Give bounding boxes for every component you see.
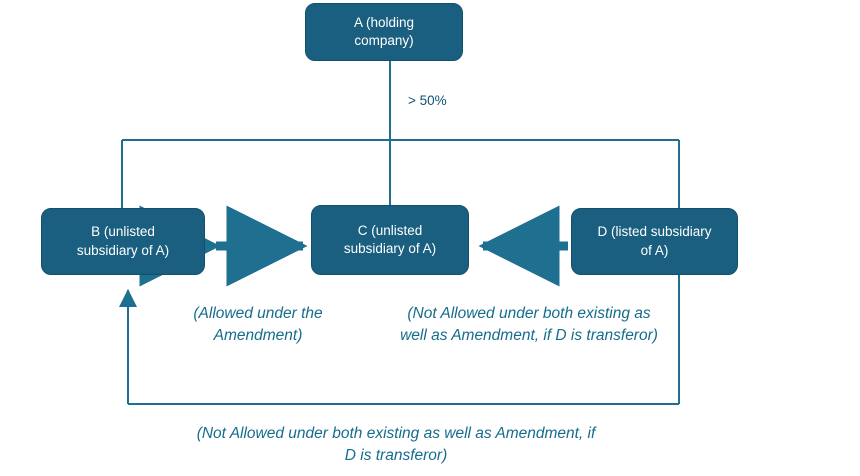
node-a-line1: A (holding — [353, 14, 415, 30]
node-d-line1: D (listed subsidiary — [597, 224, 712, 240]
note-not-allowed-d-c-line2: existing as well as — [400, 305, 651, 344]
node-c-line1: C (unlisted — [357, 222, 423, 238]
node-b-line1: B (unlisted — [91, 224, 155, 240]
node-b-line2: subsidiary of A) — [76, 242, 170, 258]
note-not-allowed-d-c-line1: (Not Allowed under both — [407, 305, 574, 322]
node-d-line2: of A) — [640, 242, 669, 258]
note-not-allowed-d-b-line2: as Amendment, if D is transferor) — [344, 425, 596, 464]
node-a — [305, 3, 463, 61]
node-d — [571, 208, 738, 275]
note-allowed-b-c-line2: Amendment) — [213, 327, 303, 344]
node-c — [311, 205, 469, 275]
note-not-allowed-d-b-line1: (Not Allowed under both existing as well — [196, 425, 471, 442]
edge-label-ownership: > 50% — [408, 93, 447, 108]
note-not-allowed-d-b — [196, 423, 596, 467]
note-allowed-b-c — [160, 303, 356, 347]
node-c-line2: subsidiary of A) — [343, 241, 437, 256]
note-not-allowed-d-c-line3: Amendment, if D is transferor) — [451, 327, 658, 344]
node-a-line2: company) — [354, 33, 414, 48]
note-allowed-b-c-line1: (Allowed under the — [193, 305, 323, 322]
note-not-allowed-d-c — [398, 303, 660, 347]
node-b — [41, 208, 205, 275]
